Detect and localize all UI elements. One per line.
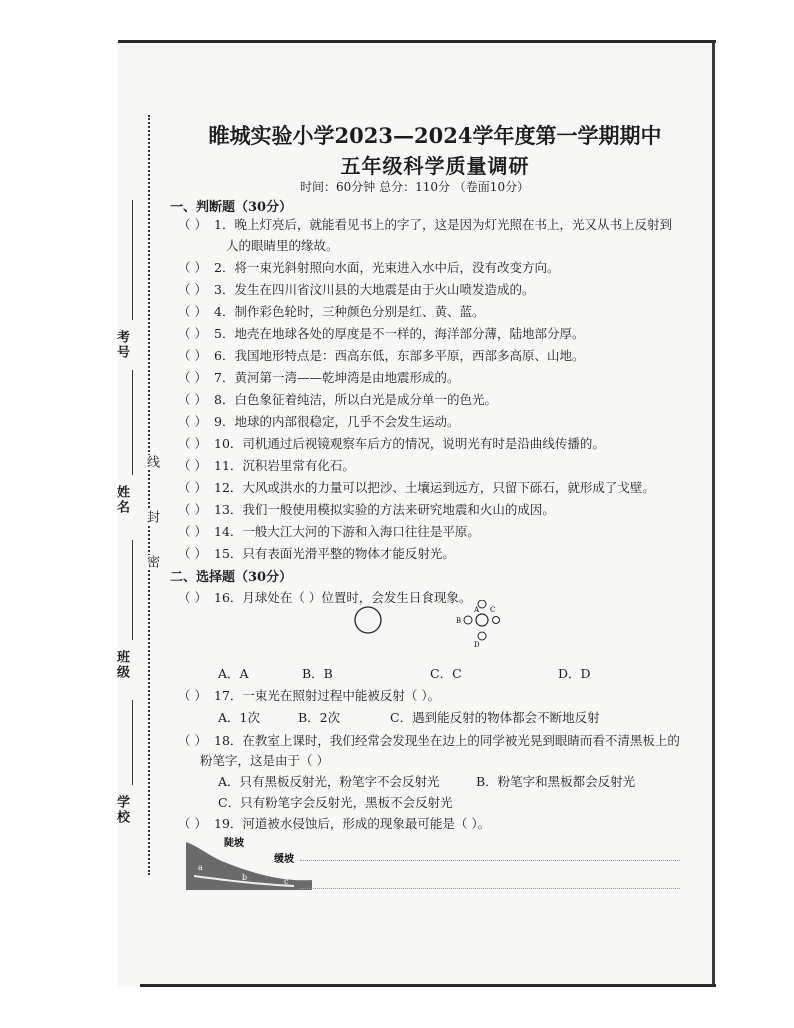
- moon-position-d: [478, 632, 486, 640]
- writing-line: [300, 888, 680, 889]
- answer-paren[interactable]: （ ）: [178, 304, 207, 319]
- answer-paren[interactable]: （ ）: [178, 414, 207, 429]
- answer-paren[interactable]: （ ）: [178, 392, 207, 407]
- sheet-edge-right: [712, 42, 715, 987]
- question-text: 19．河道被水侵蚀后，形成的现象最可能是（ ）。: [214, 816, 491, 831]
- diagram-label-c: C: [490, 606, 496, 614]
- gentle-slope-label: 缓坡: [274, 854, 294, 865]
- question-10: [178, 434, 605, 452]
- class-label: 班级: [114, 650, 129, 680]
- school-line: [132, 700, 133, 785]
- moon-position-a: [478, 600, 486, 608]
- q18-option-b[interactable]: B．粉笔字和黑板都会反射光: [476, 774, 636, 789]
- fig-label-c: c: [284, 877, 289, 886]
- answer-paren[interactable]: （ ）: [178, 260, 207, 275]
- question-2: [178, 258, 559, 276]
- question-13: [178, 500, 555, 518]
- answer-paren[interactable]: （ ）: [178, 590, 207, 605]
- section-choice-heading: 二、选择题（30分）: [170, 570, 293, 585]
- diagram-label-b: B: [456, 617, 462, 625]
- question-8: [178, 390, 497, 408]
- question-12: [178, 478, 655, 496]
- sun-shape: [355, 607, 381, 633]
- question-text: 18．在教室上课时，我们经常会发现坐在边上的同学被光晃到眼睛而看不清黑板上的: [214, 733, 680, 748]
- binding-dotted-line: [148, 115, 150, 875]
- diagram-label-a: A: [474, 606, 480, 614]
- question-text: 10．司机通过后视镜观察车后方的情况，说明光有时是沿曲线传播的。: [214, 436, 605, 451]
- school-label: 学校: [114, 795, 129, 825]
- question-6: [178, 346, 584, 364]
- question-19: [178, 814, 490, 832]
- question-text: 7．黄河第一湾——乾坤湾是由地震形成的。: [214, 370, 460, 385]
- question-5: [178, 324, 584, 342]
- question-text: 3．发生在四川省汶川县的大地震是由于火山喷发造成的。: [214, 282, 535, 297]
- exam-meta: 时间：60分钟 总分：110分 （卷面10分）: [300, 180, 530, 194]
- question-18-cont: 粉笔字，这是由于（ ）: [200, 753, 329, 768]
- question-text: 1．晚上灯亮后，就能看见书上的字了，这是因为灯光照在书上，光又从书上反射到: [214, 217, 672, 232]
- q17-option-a[interactable]: A．1次: [218, 710, 260, 725]
- answer-paren[interactable]: （ ）: [178, 370, 207, 385]
- question-14: [178, 522, 480, 540]
- answer-paren[interactable]: （ ）: [178, 436, 207, 451]
- q16-option-c[interactable]: C．C: [430, 666, 462, 681]
- river-slope-figure: [184, 836, 314, 892]
- exam-no-line: [132, 200, 133, 320]
- q16-option-a[interactable]: A．A: [218, 666, 249, 681]
- exam-subtitle: 五年级科学质量调研: [340, 154, 530, 178]
- answer-paren[interactable]: （ ）: [178, 733, 207, 748]
- fig-label-b: b: [242, 873, 248, 882]
- answer-paren[interactable]: （ ）: [178, 502, 207, 517]
- exam-no-label: 考号: [114, 330, 129, 360]
- question-text: 11．沉积岩里常有化石。: [214, 458, 355, 473]
- answer-paren[interactable]: （ ）: [178, 217, 207, 232]
- answer-paren[interactable]: （ ）: [178, 458, 207, 473]
- question-text: 15．只有表面光滑平整的物体才能反射光。: [214, 546, 455, 561]
- question-text: 6．我国地形特点是：西高东低，东部多平原，西部多高原、山地。: [214, 348, 585, 363]
- question-text: 9．地球的内部很稳定，几乎不会发生运动。: [214, 414, 460, 429]
- seal-secret-char: 密: [144, 555, 159, 570]
- question-17: [178, 686, 440, 704]
- question-text: 4．制作彩色轮时，三种颜色分别是红、黄、蓝。: [214, 304, 485, 319]
- answer-paren[interactable]: （ ）: [178, 480, 207, 495]
- answer-paren[interactable]: （ ）: [178, 688, 207, 703]
- question-text: 8．白色象征着纯洁，所以白光是成分单一的色光。: [214, 392, 497, 407]
- question-1-cont: 人的眼睛里的缘故。: [226, 238, 339, 253]
- answer-paren[interactable]: （ ）: [178, 816, 207, 831]
- question-text: 12．大风或洪水的力量可以把沙、土壤运到远方，只留下砾石，就形成了戈壁。: [214, 480, 655, 495]
- steep-slope-label: 陡坡: [224, 838, 244, 849]
- answer-paren[interactable]: （ ）: [178, 524, 207, 539]
- question-text: 16．月球处在（ ）位置时，会发生日食现象。: [214, 590, 472, 605]
- q16-option-b[interactable]: B．B: [302, 666, 333, 681]
- moon-position-b: [464, 616, 472, 624]
- class-line: [132, 540, 133, 640]
- fig-label-a: a: [198, 863, 203, 872]
- question-11: [178, 456, 355, 474]
- name-line: [132, 370, 133, 475]
- q17-option-c[interactable]: C．遇到能反射的物体都会不断地反射: [390, 710, 600, 725]
- name-label: 姓名: [114, 485, 129, 515]
- question-1: [178, 215, 672, 233]
- diagram-label-d: D: [474, 641, 480, 649]
- exam-title: 睢城实验小学2023—2024学年度第一学期期中: [208, 123, 662, 148]
- answer-paren[interactable]: （ ）: [178, 546, 207, 561]
- section-judgement-heading: 一、判断题（30分）: [170, 200, 293, 215]
- question-4: [178, 302, 484, 320]
- question-3: [178, 280, 534, 298]
- writing-line: [300, 860, 680, 861]
- answer-paren[interactable]: （ ）: [178, 348, 207, 363]
- question-7: [178, 368, 459, 386]
- moon-position-c: [493, 617, 500, 624]
- answer-paren[interactable]: （ ）: [178, 282, 207, 297]
- answer-paren[interactable]: （ ）: [178, 326, 207, 341]
- earth-shape: [476, 614, 488, 626]
- sheet-edge-top: [118, 40, 716, 43]
- sun-moon-earth-diagram: [350, 600, 500, 650]
- q17-option-b[interactable]: B．2次: [298, 710, 341, 725]
- seal-seal-char: 封: [144, 510, 159, 525]
- question-text: 5．地壳在地球各处的厚度是不一样的，海洋部分薄，陆地部分厚。: [214, 326, 585, 341]
- question-text: 2．将一束光斜射照向水面，光束进入水中后，没有改变方向。: [214, 260, 560, 275]
- question-18: [178, 731, 680, 749]
- q18-option-c[interactable]: C．只有粉笔字会反射光，黑板不会反射光: [218, 795, 453, 810]
- question-9: [178, 412, 459, 430]
- question-text: 17．一束光在照射过程中能被反射（ ）。: [214, 688, 441, 703]
- q18-option-a[interactable]: A．只有黑板反射光，粉笔字不会反射光: [218, 774, 440, 789]
- sheet-edge-bottom: [140, 984, 716, 987]
- question-text: 14．一般大江大河的下游和入海口往往是平原。: [214, 524, 480, 539]
- question-15: [178, 544, 455, 562]
- q16-option-d[interactable]: D．D: [558, 666, 591, 681]
- seal-line-char: 线: [144, 455, 159, 470]
- question-text: 13．我们一般使用模拟实验的方法来研究地震和火山的成因。: [214, 502, 555, 517]
